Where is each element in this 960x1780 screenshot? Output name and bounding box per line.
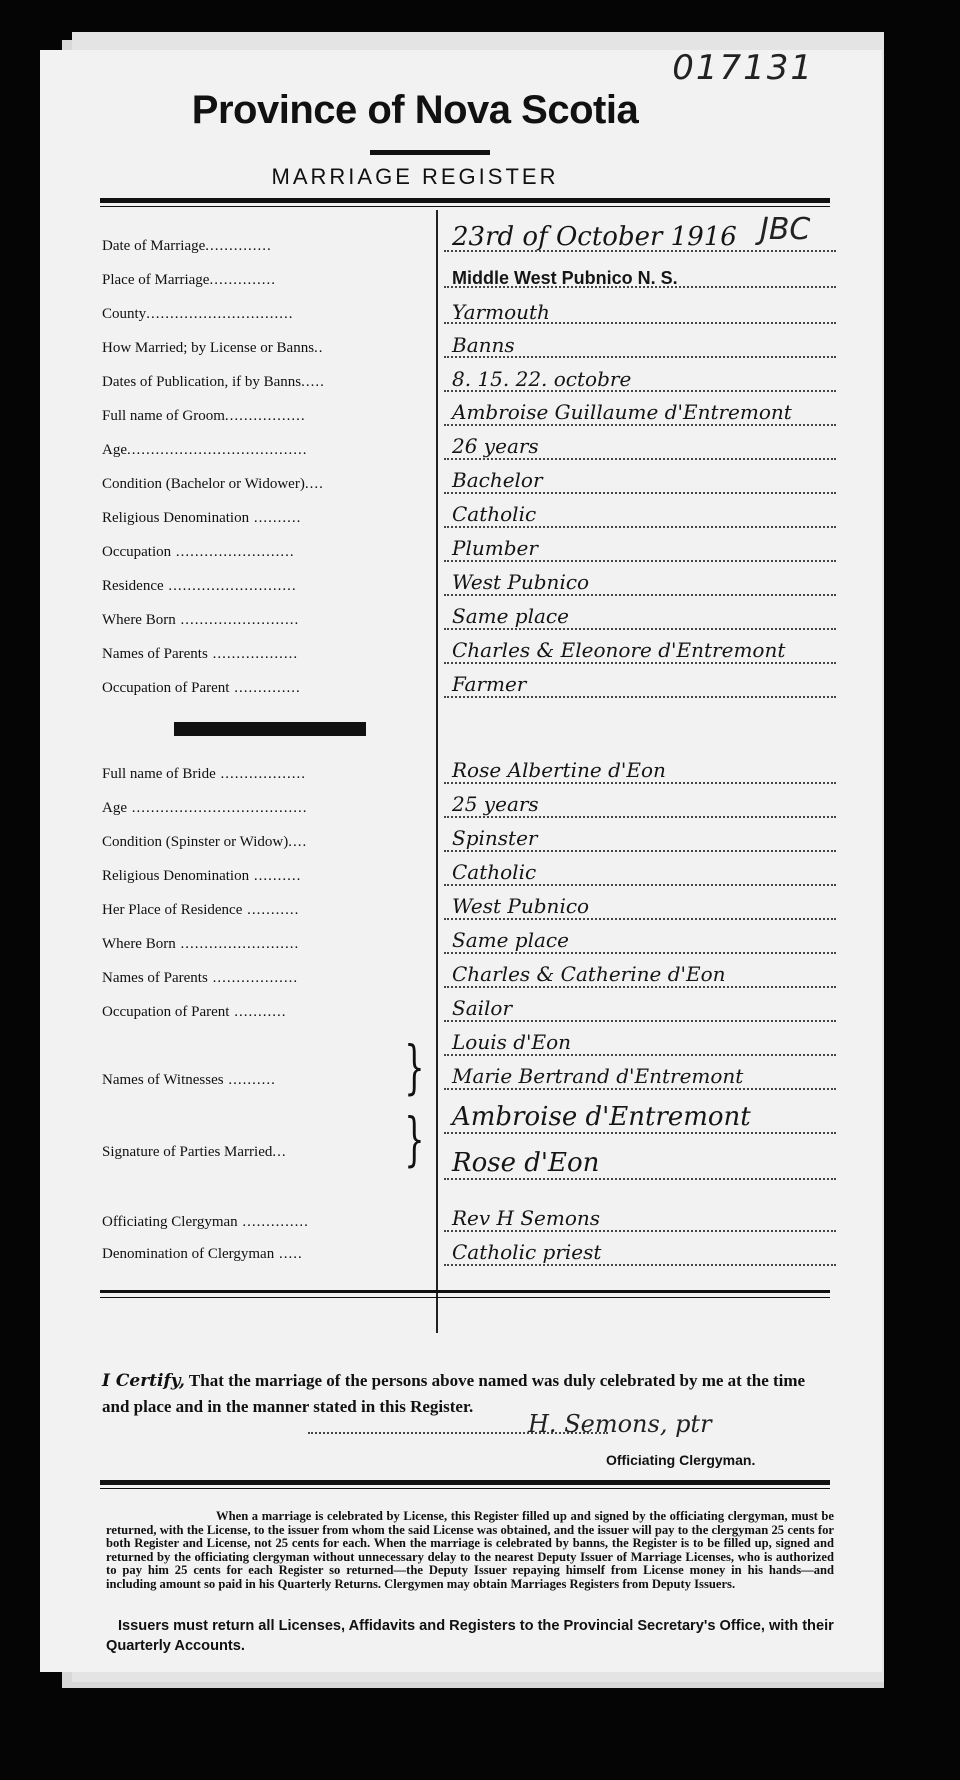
value-line <box>444 1054 836 1056</box>
value-line <box>444 850 836 852</box>
header-divider-thin <box>100 206 830 207</box>
title-divider <box>370 150 490 155</box>
field-value-groom-religion: Catholic <box>452 502 537 526</box>
field-label: Signature of Parties Married... <box>102 1144 287 1160</box>
value-line <box>444 1020 836 1022</box>
certificate-statement <box>102 1368 832 1420</box>
certificate-text: That the marriage of the persons above named was duly celebrated by me at the time and place and in the manner stated in this Register. <box>102 1371 806 1416</box>
witness-name: Louis d'Eon <box>452 1030 572 1054</box>
value-line <box>444 250 836 252</box>
header-divider <box>100 198 830 203</box>
value-line <box>444 492 836 494</box>
marriage-register-form <box>40 50 882 1672</box>
field-label: Religious Denomination .......... <box>102 868 302 884</box>
value-line <box>444 526 836 528</box>
value-line <box>444 594 836 596</box>
signature-groom: Ambroise d'Entremont <box>452 1102 751 1132</box>
value-line <box>444 1132 836 1134</box>
field-value-bride-age: 25 years <box>452 792 539 816</box>
field-label: Residence ........................... <box>102 578 297 594</box>
field-label: Age ..................................... <box>102 800 308 816</box>
field-label: Names of Parents .................. <box>102 646 299 662</box>
field-value-place-of-marriage: Middle West Pubnico N. S. <box>452 268 678 288</box>
field-value-bride-religion: Catholic <box>452 860 537 884</box>
notice-paragraph: Issuers must return all Licenses, Affidavits and Registers to the Provincial Secretary's Office, with their Quarterly Accounts. <box>106 1618 834 1654</box>
field-value-bride-birthplace: Same place <box>452 928 569 952</box>
clergyman-role: Officiating Clergyman. <box>606 1452 756 1468</box>
clergyman-signature: H. Semons, ptr <box>528 1410 712 1438</box>
register-number: 017131 <box>672 48 814 88</box>
field-value-dates-of-publication: 8. 15. 22. octobre <box>452 367 632 391</box>
field-label: Officiating Clergyman .............. <box>102 1214 309 1230</box>
field-value-bride-condition: Spinster <box>452 826 538 850</box>
certificate-lead: I Certify, <box>102 1371 185 1391</box>
field-label: Place of Marriage.............. <box>102 272 276 288</box>
field-value-bride-name: Rose Albertine d'Eon <box>452 758 666 782</box>
value-line <box>444 628 836 630</box>
field-label: Age...................................... <box>102 442 308 458</box>
field-value-county: Yarmouth <box>452 300 550 324</box>
field-label: Full name of Groom................. <box>102 408 306 424</box>
value-line <box>444 458 836 460</box>
notice-paragraph: When a marriage is celebrated by License, this Register filled up and signed by the officiating clergyman, must be returned, with the License, to the issuer from whom the said License was obtained, and the issuer will pay to the clergyman 25 cents for both Register and License, not 25 cents for each. When the marriage is celebrated by banns, the Register is to be filled up, signed and returned by the officiating clergyman without unnecessary delay to the nearest Deputy Issuer of Marriage Licenses, who is authorized to pay him 25 cents for each Register so returned—the Deputy Issuer repaying himself from License money in his hands—and including amount so paid in his Quarterly Returns. Clergymen may obtain Marriages Registers from Deputy Issuers. <box>106 1509 834 1591</box>
brace-icon: } <box>404 1033 425 1101</box>
field-label: Dates of Publication, if by Banns..... <box>102 374 325 390</box>
value-line <box>444 1230 836 1232</box>
redaction-bar <box>174 722 366 736</box>
field-value-bride-parent-occupation: Sailor <box>452 996 513 1020</box>
field-label: Names of Parents .................. <box>102 970 299 986</box>
field-value-bride-parents: Charles & Catherine d'Eon <box>452 962 726 986</box>
field-value-groom-parents: Charles & Eleonore d'Entremont <box>452 638 786 662</box>
witness-name: Marie Bertrand d'Entremont <box>452 1064 744 1088</box>
initials-mark: JBC <box>760 212 811 247</box>
field-value-groom-parent-occupation: Farmer <box>452 672 527 696</box>
value-line <box>444 884 836 886</box>
field-label: Condition (Spinster or Widow).... <box>102 834 308 850</box>
value-line <box>444 1264 836 1266</box>
certificate-divider <box>100 1290 830 1293</box>
field-value-officiating-clergyman: Rev H Semons <box>452 1206 601 1230</box>
field-label: County............................... <box>102 306 294 322</box>
brace-icon: } <box>404 1105 425 1173</box>
field-label: Religious Denomination .......... <box>102 510 302 526</box>
field-label: Occupation ......................... <box>102 544 295 560</box>
value-line <box>444 424 836 426</box>
value-line <box>444 286 836 288</box>
value-line <box>444 696 836 698</box>
field-value-groom-occupation: Plumber <box>452 536 538 560</box>
column-divider <box>436 210 438 1333</box>
value-line <box>444 390 836 392</box>
value-line <box>444 952 836 954</box>
field-label: How Married; by License or Banns.. <box>102 340 324 356</box>
value-line <box>444 816 836 818</box>
field-label: Where Born ......................... <box>102 612 300 628</box>
field-value-how-married: Banns <box>452 333 515 357</box>
field-value-groom-condition: Bachelor <box>452 468 543 492</box>
value-line <box>444 1088 836 1090</box>
field-value-groom-residence: West Pubnico <box>452 570 590 594</box>
field-label: Names of Witnesses .......... <box>102 1072 276 1088</box>
field-label: Occupation of Parent ........... <box>102 1004 287 1020</box>
value-line <box>444 322 836 324</box>
value-line <box>444 782 836 784</box>
field-value-bride-residence: West Pubnico <box>452 894 590 918</box>
field-value-groom-age: 26 years <box>452 434 539 458</box>
field-value-clergy-denomination: Catholic priest <box>452 1240 602 1264</box>
notice-divider <box>100 1480 830 1485</box>
field-label: Full name of Bride .................. <box>102 766 306 782</box>
certificate-divider-thin <box>100 1297 830 1298</box>
notice-divider-thin <box>100 1488 830 1489</box>
field-value-groom-birthplace: Same place <box>452 604 569 628</box>
field-value-groom-name: Ambroise Guillaume d'Entremont <box>452 400 792 424</box>
value-line <box>444 1178 836 1180</box>
value-line <box>444 986 836 988</box>
field-label: Her Place of Residence ........... <box>102 902 300 918</box>
value-line <box>444 662 836 664</box>
document-subtitle: MARRIAGE REGISTER <box>271 164 559 189</box>
value-line <box>444 918 836 920</box>
signature-bride: Rose d'Eon <box>452 1148 600 1178</box>
field-value-date-of-marriage: 23rd of October 1916 <box>452 222 737 252</box>
field-label: Occupation of Parent .............. <box>102 680 301 696</box>
field-label: Where Born ......................... <box>102 936 300 952</box>
value-line <box>444 356 836 358</box>
value-line <box>444 560 836 562</box>
field-label: Date of Marriage.............. <box>102 238 272 254</box>
field-label: Denomination of Clergyman ..... <box>102 1246 303 1262</box>
field-label: Condition (Bachelor or Widower).... <box>102 476 324 492</box>
document-title: Province of Nova Scotia <box>191 88 639 132</box>
